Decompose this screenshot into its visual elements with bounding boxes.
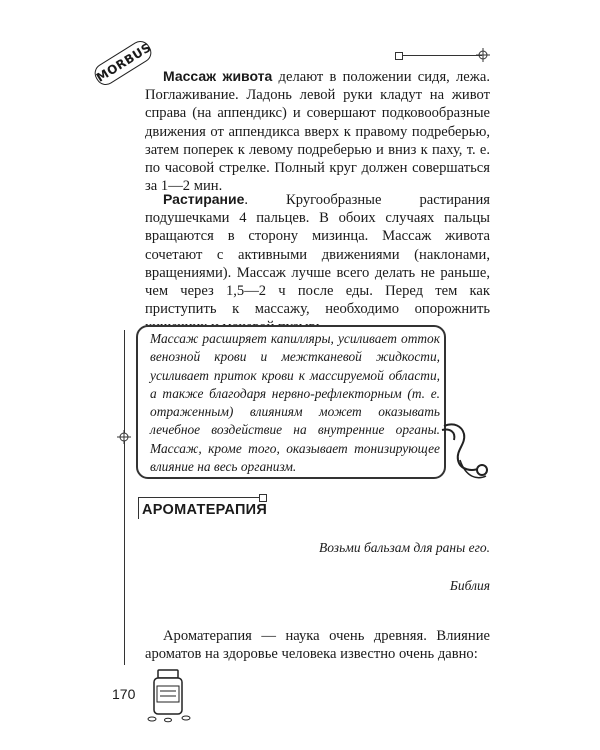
left-margin-rule xyxy=(124,330,125,665)
section-rule-square xyxy=(259,494,267,502)
paragraph-abdominal-massage xyxy=(145,67,490,195)
term-rubbing: Растирание xyxy=(163,191,245,207)
paragraph-rubbing xyxy=(145,190,490,337)
page-number: 170 xyxy=(112,686,136,702)
crosshair-icon xyxy=(117,430,131,444)
crosshair-icon xyxy=(476,48,490,62)
term-abdominal-massage: Массаж живота xyxy=(163,68,273,84)
section-rule xyxy=(138,497,139,519)
stethoscope-icon xyxy=(440,420,490,490)
paragraph-text: делают в положении сидя, лежа. Поглаживание. Ладонь левой руки кладут на живот справа (на аппендикс) и совершают подковообразные движения от аппендикса вверх к правому подреберью, затем поперек к левому подреберью и вниз к паху, т. е. по часовой стрелке. Полный круг должен совершаться за 1—2 мин. xyxy=(145,69,490,195)
epigraph-source: Библия xyxy=(449,578,490,593)
top-rule xyxy=(398,55,482,56)
section-rule xyxy=(138,497,262,498)
callout-text: Массаж расширяет капилляры, усиливает отток венозной крови и межтканевой жидкости, усиливает приток крови к массируемой области, а также благодаря нервно-рефлекторным (т. е. отраженным) влияниям может оказывать лечебное воздействие на внутренние органы. Массаж, кроме того, оказывает тонизирующее влияние на весь организм. xyxy=(150,331,440,475)
section-title: АРОМАТЕРАПИЯ xyxy=(142,502,268,518)
paragraph-aromatherapy xyxy=(145,627,490,663)
epigraph-quote: Возьми бальзам для раны его. xyxy=(318,540,490,555)
morbus-tag: MORBUS xyxy=(91,37,155,89)
paragraph-text: . Кругообразные растирания подушечками 4 пальцев. В обоих случаях пальцы вращаются в сторону мизинца. Массаж живота сочетают с активными движениями (наклонами, вращениями). Массаж лучше всего делать не раньше, чем через 1,5—2 ч после еды. Перед тем как приступить к массажу, необходимо опорожнить xyxy=(145,192,490,318)
top-rule-square xyxy=(395,52,403,60)
paragraph-text: Ароматерапия — наука очень древняя. Влияние ароматов на здоровье человека известно очень давно: xyxy=(145,628,490,663)
pill-bottle-icon xyxy=(146,664,196,724)
